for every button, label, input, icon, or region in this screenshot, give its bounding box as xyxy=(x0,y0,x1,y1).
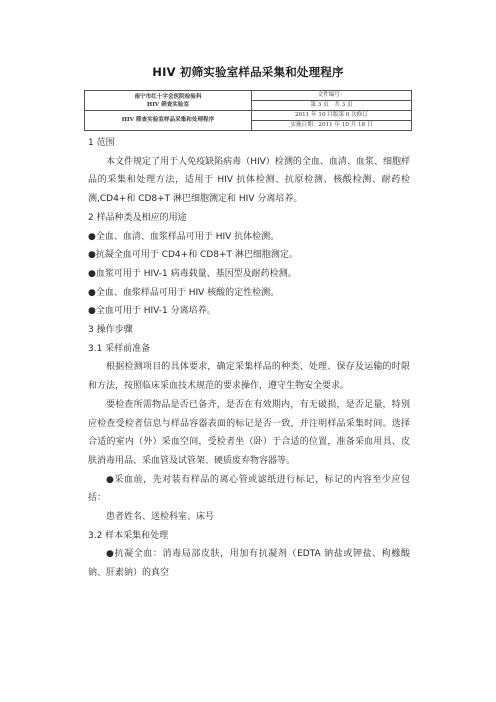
sample-use-item: ●全血可用于 HIV-1 分离培养。 xyxy=(88,306,216,317)
section-1-paragraph: 本文件规定了用于人免疫缺陷病毒（HIV）检测的全血、血清、血浆、细胞样品的采集和处理方法，适用于 HIV 抗体检测、抗原检测、核酸检测、耐药检测,CD4+和 CD8+T 淋巴细胞测定和 HIV 分离培养。 xyxy=(88,156,410,205)
organization-name: 南宁市红十字会医院检验科 xyxy=(134,93,202,100)
anticoagulated-blood-paragraph: ●抗凝全血：消毒局部皮肤，用加有抗凝剂（EDTA 钠盐或钾盐、枸橼酸钠、肝素钠）的真空 xyxy=(88,549,410,579)
organization-cell xyxy=(85,91,252,111)
page-count: 第 3 页 共 3 页 xyxy=(252,101,412,111)
document-number: 文件编号： xyxy=(252,91,412,101)
sample-use-item: ●抗凝全血可用于 CD4+和 CD8+T 淋巴细胞测定。 xyxy=(88,250,298,261)
version-info: 2011 年 10 月版第 0 次修订 xyxy=(252,111,412,121)
sample-use-item: ●全血、血浆样品可用于 HIV 核酸的定性检测。 xyxy=(88,287,280,298)
section-3-1-heading: 3.1 采样前准备 xyxy=(88,343,151,354)
document-title: HIV 初筛实验室样品采集和处理程序 xyxy=(152,65,344,79)
section-3-heading: 3 操作步骤 xyxy=(88,325,133,336)
document-body xyxy=(88,134,410,583)
labeling-paragraph: ●采血前，先对装有样品的离心管或滤纸进行标记，标记的内容至少应包括： xyxy=(88,474,410,504)
section-3-2-heading: 3.2 样本采集和处理 xyxy=(88,530,169,541)
section-1-heading: 1 范围 xyxy=(88,138,115,148)
checklist-paragraph: 要检查所需物品是否已备齐，是否在有效期内，有无破损，是否足量，特别应检查受检者信息与样品容器表面的标记是否一致，并注明样品采集时间。选择合适的室内（外）采血空间，受检者坐（卧）于合适的位置，准备采血用具、皮肤消毒用品、采血管及试管架、硬质废弃物容器等。 xyxy=(88,399,410,466)
sample-use-item: ●全血、血清、血浆样品可用于 HIV 抗体检测。 xyxy=(88,231,280,242)
laboratory-name: HIV 筛查实验室 xyxy=(146,101,190,108)
label-contents: 患者姓名、送检科室、床号 xyxy=(106,512,215,523)
sample-use-item: ●血浆可用于 HIV-1 病毒载量、基因型及耐药检测。 xyxy=(88,268,297,279)
preparation-paragraph: 根据检测项目的具体要求，确定采集样品的种类、处理、保存及运输的时限和方法，按照临床采血技术规范的要求操作，遵守生物安全要求。 xyxy=(88,362,410,392)
document-name: HIV 筛查实验室样品采集和处理程序 xyxy=(85,111,252,131)
effective-date: 实施日期：2011 年 10 月 18 日 xyxy=(252,121,412,131)
document-header-table xyxy=(84,90,412,131)
section-2-heading: 2 样品种类及相应的用途 xyxy=(88,212,187,223)
